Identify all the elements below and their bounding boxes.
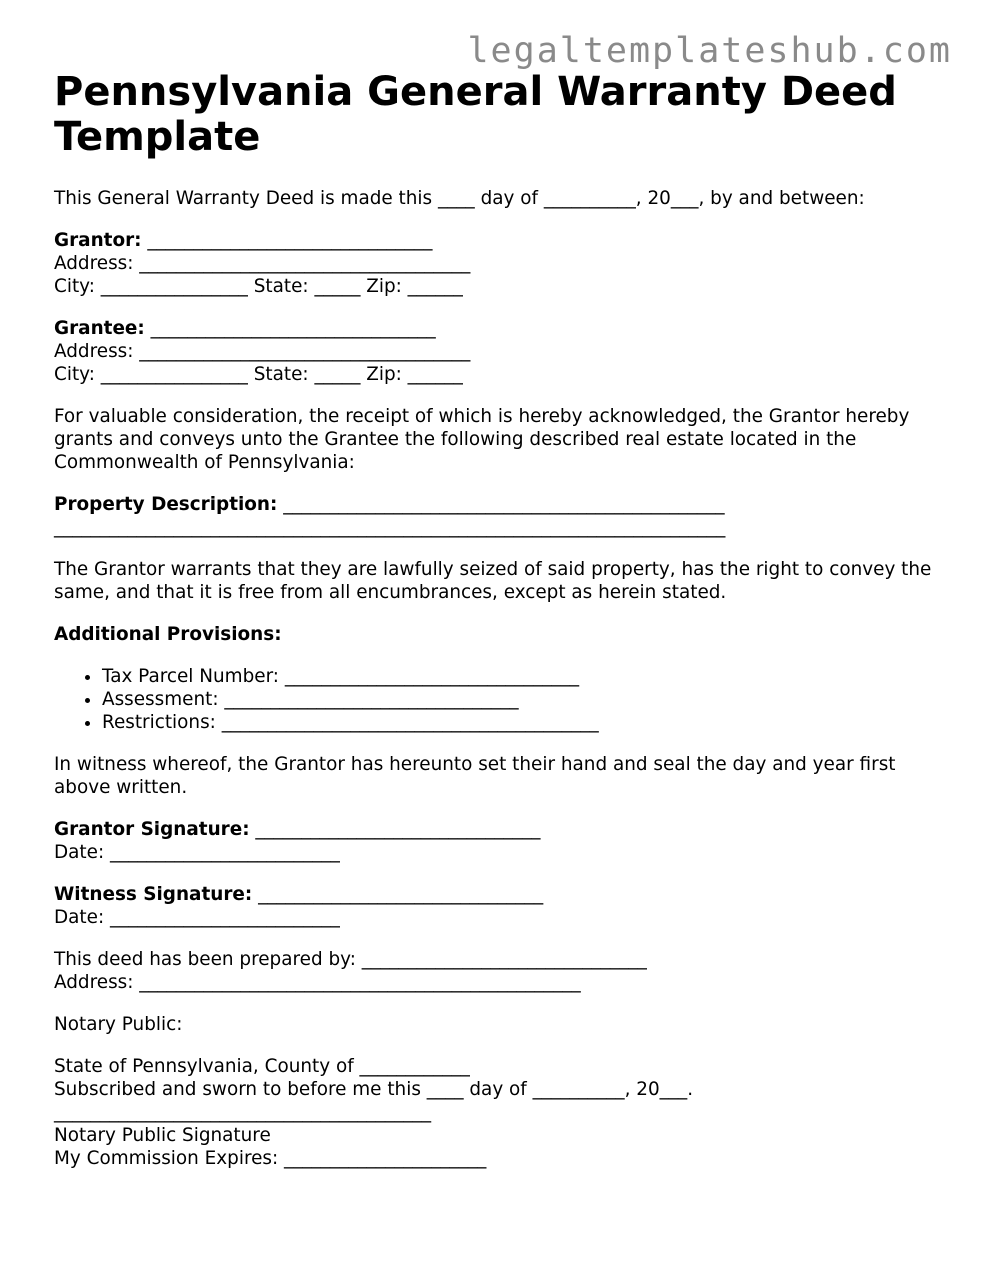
property-label: Property Description: (54, 494, 278, 515)
document (54, 70, 934, 1170)
prepared-by-address: Address: ________________________________________________ (54, 972, 581, 993)
notary-signature-label: Notary Public Signature (54, 1125, 271, 1146)
notary-sworn-line: Subscribed and sworn to before me this ____ day of __________, 20___. (54, 1079, 694, 1100)
notary-heading: Notary Public: (54, 1014, 183, 1035)
provision-assessment: • Assessment: ________________________________ (102, 688, 934, 711)
notary-section (54, 1055, 934, 1170)
grantor-signature-section (54, 818, 934, 864)
grantee-label: Grantee: (54, 318, 145, 339)
grantor-address: Address: ____________________________________ (54, 253, 471, 274)
witness-clause: In witness whereof, the Grantor has hereunto set their hand and seal the day and year first above written. (54, 754, 896, 798)
prepared-by-section (54, 948, 934, 994)
provisions-list (54, 665, 934, 734)
witness-signature-section (54, 883, 934, 929)
grantor-label: Grantor: (54, 230, 142, 251)
watermark: legaltemplateshub.com (467, 31, 952, 71)
intro-paragraph: This General Warranty Deed is made this ____ day of __________, 20___, by and between: (54, 188, 865, 209)
notary-state-county: State of Pennsylvania, County of ____________ (54, 1056, 470, 1077)
grantor-signature-label: Grantor Signature: (54, 819, 250, 840)
property-blank-1: ________________________________________________ (277, 494, 725, 515)
witness-signature-label: Witness Signature: (54, 884, 253, 905)
grantor-name-blank: _______________________________ (141, 230, 433, 251)
grantor-signature-blank: _______________________________ (249, 819, 541, 840)
prepared-by-line: This deed has been prepared by: _______________________________ (54, 949, 647, 970)
grantor-section (54, 229, 934, 298)
consideration-paragraph: For valuable consideration, the receipt of which is hereby acknowledged, the Grantor hereby grants and conveys unto the Grantee the following described real estate located in the Commonwealth of Pennsylvania: (54, 406, 910, 473)
provision-tax-parcel: • Tax Parcel Number: ________________________________ (102, 665, 934, 688)
grantee-name-blank: _______________________________ (144, 318, 436, 339)
property-blank-2: _________________________________________________________________________ (54, 517, 726, 538)
provision-restrictions: • Restrictions: _________________________________________ (102, 711, 934, 734)
grantee-address: Address: ____________________________________ (54, 341, 471, 362)
notary-signature-line: _________________________________________ (54, 1102, 432, 1123)
grantee-city-state-zip: City: ________________ State: _____ Zip: ______ (54, 364, 463, 385)
additional-provisions-heading: Additional Provisions: (54, 624, 282, 645)
grantor-signature-date: Date: _________________________ (54, 842, 340, 863)
witness-signature-date: Date: _________________________ (54, 907, 340, 928)
property-section (54, 493, 934, 539)
page-title: Pennsylvania General Warranty Deed Template (54, 69, 897, 160)
witness-signature-blank: _______________________________ (252, 884, 544, 905)
warranty-paragraph: The Grantor warrants that they are lawfully seized of said property, has the right to convey the same, and that it is free from all encumbrances, except as herein stated. (54, 559, 932, 603)
grantor-city-state-zip: City: ________________ State: _____ Zip: ______ (54, 276, 463, 297)
grantee-section (54, 317, 934, 386)
notary-commission-expires: My Commission Expires: ______________________ (54, 1148, 487, 1169)
